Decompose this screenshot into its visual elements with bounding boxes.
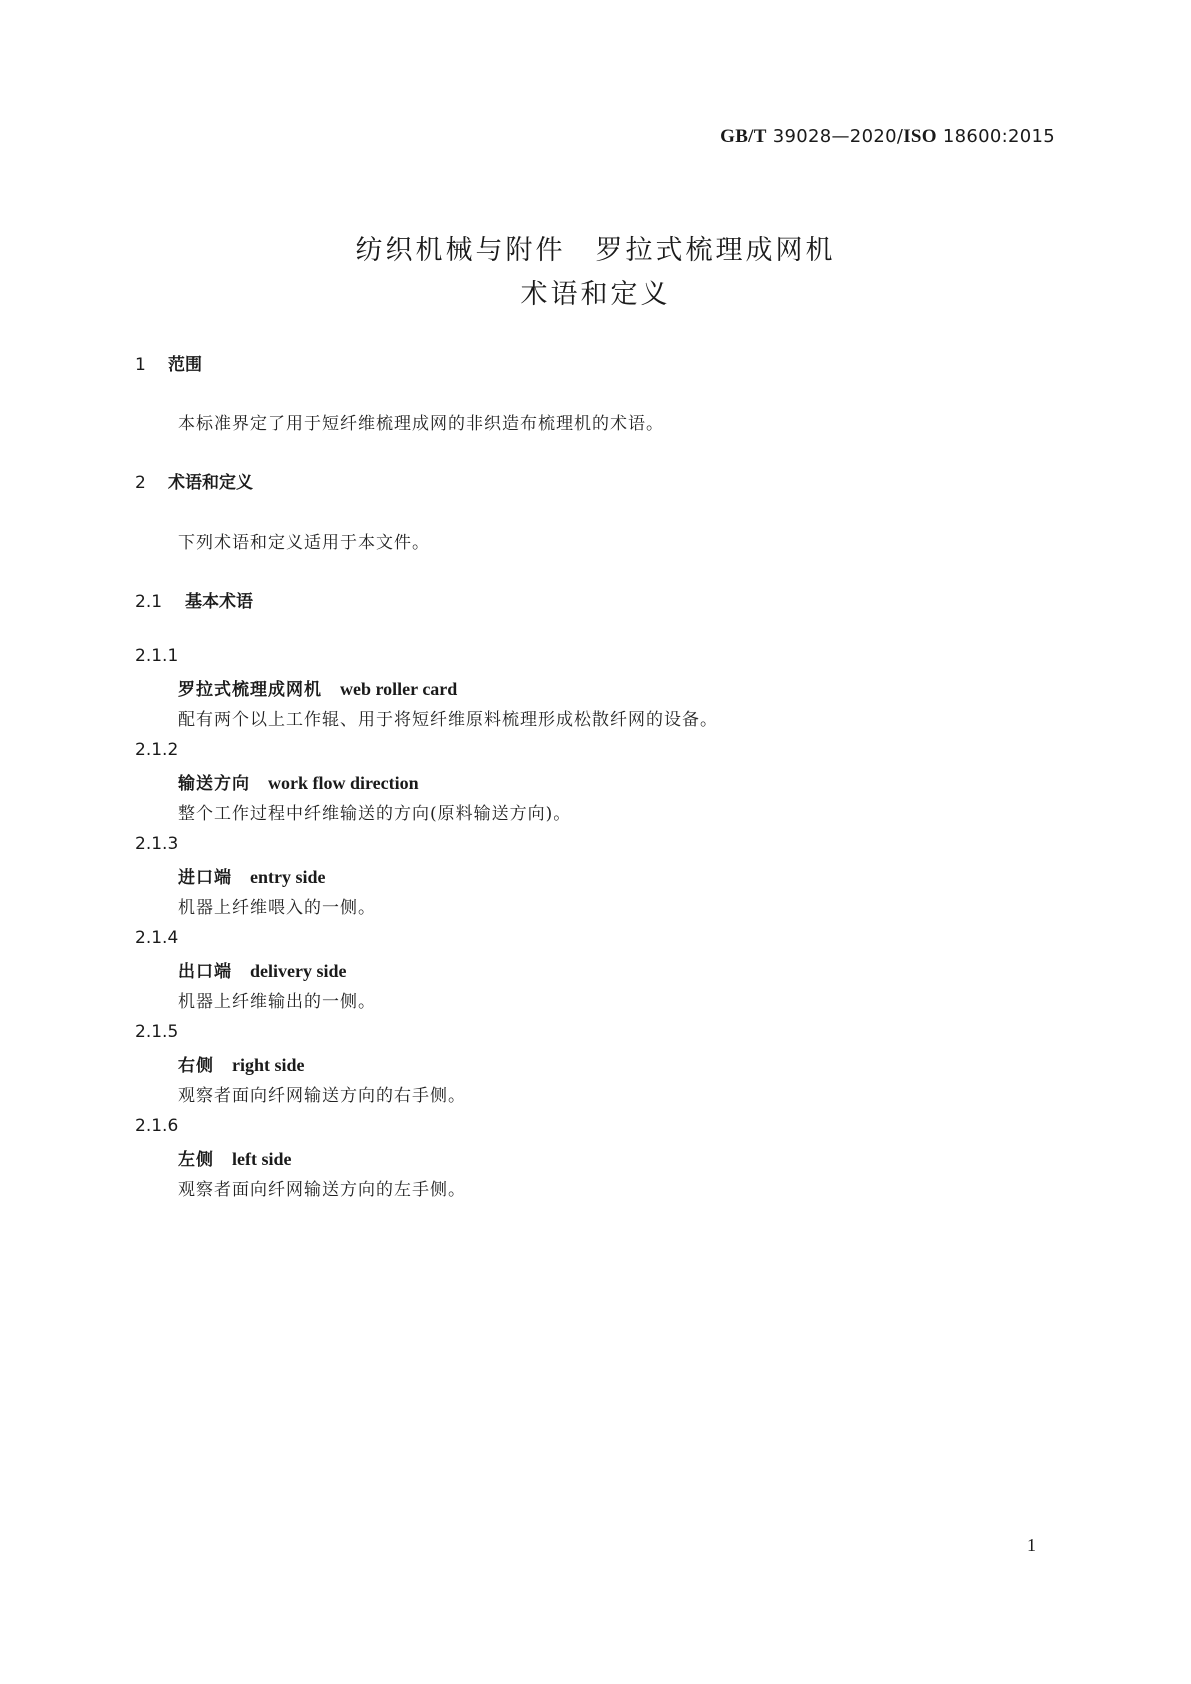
standard-code	[720, 126, 1055, 148]
term-en: delivery side	[250, 961, 347, 981]
section-number: 2.1	[135, 592, 163, 612]
iso-prefix: ISO	[903, 126, 937, 147]
section-heading-basic-terms	[135, 587, 253, 612]
term-en: entry side	[250, 867, 326, 887]
page-number: 1	[1027, 1535, 1036, 1555]
term-definition: 机器上纤维喂入的一侧。	[178, 898, 376, 918]
term-en: work flow direction	[268, 773, 419, 793]
term-heading	[178, 769, 419, 794]
term-heading	[178, 1051, 305, 1076]
section-text-scope: 本标准界定了用于短纤维梳理成网的非织造布梳理机的术语。	[178, 414, 664, 434]
term-definition: 整个工作过程中纤维输送的方向(原料输送方向)。	[178, 804, 572, 824]
term-en: right side	[232, 1055, 305, 1075]
term-heading	[178, 1145, 291, 1170]
document-title-line2: 术语和定义	[520, 279, 671, 310]
section-heading-scope	[135, 350, 202, 375]
iso-number: 18600:2015	[942, 126, 1055, 147]
section-title: 术语和定义	[168, 473, 253, 493]
term-zh: 进口端	[178, 868, 232, 888]
term-definition: 观察者面向纤网输送方向的右手侧。	[178, 1086, 466, 1106]
term-zh: 左侧	[178, 1150, 214, 1170]
term-definition: 机器上纤维输出的一侧。	[178, 992, 376, 1012]
section-number: 1	[135, 355, 146, 375]
term-number: 2.1.3	[135, 834, 179, 854]
section-title: 基本术语	[185, 592, 253, 612]
term-zh: 出口端	[178, 962, 232, 982]
term-definition: 配有两个以上工作辊、用于将短纤维原料梳理形成松散纤网的设备。	[178, 710, 718, 730]
section-text-terms: 下列术语和定义适用于本文件。	[178, 533, 430, 553]
term-number: 2.1.2	[135, 740, 179, 760]
term-zh: 右侧	[178, 1056, 214, 1076]
section-heading-terms	[135, 468, 253, 493]
term-number: 2.1.4	[135, 928, 179, 948]
term-heading	[178, 675, 457, 700]
term-heading	[178, 863, 326, 888]
term-number: 2.1.6	[135, 1116, 179, 1136]
term-zh: 罗拉式梳理成网机	[178, 680, 322, 700]
term-zh: 输送方向	[178, 774, 250, 794]
term-number: 2.1.5	[135, 1022, 179, 1042]
std-prefix: GB/T	[720, 126, 767, 147]
section-title: 范围	[168, 355, 202, 375]
term-number: 2.1.1	[135, 646, 179, 666]
term-heading	[178, 957, 347, 982]
term-definition: 观察者面向纤网输送方向的左手侧。	[178, 1180, 466, 1200]
term-en: web roller card	[340, 679, 458, 699]
std-number: 39028—2020/	[772, 126, 904, 147]
section-number: 2	[135, 473, 146, 493]
document-title-line1: 纺织机械与附件 罗拉式梳理成网机	[355, 235, 836, 266]
term-en: left side	[232, 1149, 292, 1169]
